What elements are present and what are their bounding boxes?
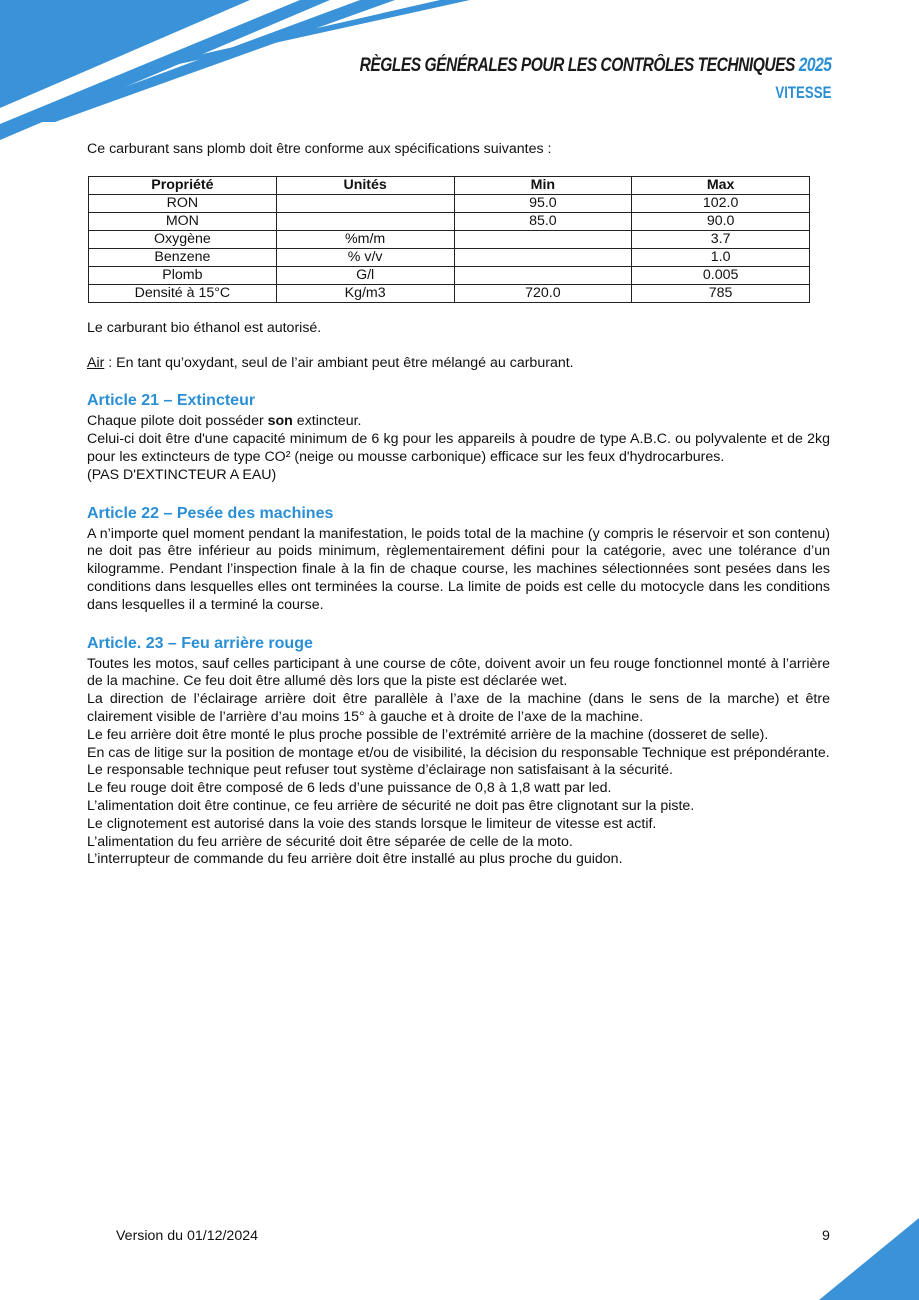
table-cell: 720.0 xyxy=(454,284,632,302)
page-number: 9 xyxy=(822,1228,830,1244)
article-23-line: Le clignotement est autorisé dans la voie des stands lorsque le limiteur de vitesse est actif. xyxy=(87,815,657,832)
page-header xyxy=(256,55,831,103)
table-row xyxy=(89,194,810,212)
article-21-line2: Celui-ci doit être d'une capacité minimum de 6 kg pour les appareils à poudre de type A.B.C. ou polyvalente et de 2kg pour les extincteurs de type CO² (neige ou mousse carbonique) efficace sur les feux d'hydrocarbures. xyxy=(87,431,830,465)
table-cell: 90.0 xyxy=(632,212,810,230)
article-23-line: L’alimentation doit être continue, ce feu arrière de sécurité ne doit pas être clignotant sur la piste. xyxy=(87,797,695,814)
article-21-line1 xyxy=(87,413,830,431)
header-title xyxy=(359,55,831,77)
table-cell: 85.0 xyxy=(454,212,632,230)
table-header-cell: Propriété xyxy=(89,176,277,194)
air-text: : En tant qu’oxydant, seul de l’air ambiant peut être mélangé au carburant. xyxy=(104,354,574,371)
header-title-text: RÈGLES GÉNÉRALES POUR LES CONTRÔLES TECHNIQUES xyxy=(359,55,795,76)
article-21-line1-bold: son xyxy=(267,413,293,430)
document-body xyxy=(87,141,830,869)
table-row xyxy=(89,248,810,266)
bioethanol-text: Le carburant bio éthanol est autorisé. xyxy=(87,319,322,336)
table-cell: Plomb xyxy=(89,266,277,284)
table-header-row xyxy=(89,176,810,194)
article-23-line: La direction de l’éclairage arrière doit être parallèle à l’axe de la machine (dans le sens de la marche) et être clairement visible de l’arrière d’au moins 15° à gauche et à droite de l’axe de la machine. xyxy=(87,691,830,725)
footer-corner-stripe xyxy=(819,1218,919,1300)
article-23-line: L’alimentation du feu arrière de sécurité doit être séparée de celle de la moto. xyxy=(87,833,573,850)
table-cell xyxy=(276,212,454,230)
table-cell: 785 xyxy=(632,284,810,302)
table-row xyxy=(89,230,810,248)
table-cell: Oxygène xyxy=(89,230,277,248)
article-21-title: Article 21 – Extincteur xyxy=(87,392,256,410)
table-cell: 102.0 xyxy=(632,194,810,212)
table-cell xyxy=(454,248,632,266)
article-21-line1-end: extincteur. xyxy=(292,413,362,430)
footer-version: Version du 01/12/2024 xyxy=(116,1228,258,1244)
table-cell: 0.005 xyxy=(632,266,810,284)
table-row xyxy=(89,284,810,302)
article-23-line: L’interrupteur de commande du feu arrière doit être installé au plus proche du guidon. xyxy=(87,851,623,868)
article-23-line: Toutes les motos, sauf celles participant à une course de côte, doivent avoir un feu rouge fonctionnel monté à l’arrière de la machine. Ce feu doit être allumé dès lors que la piste est déclarée wet. xyxy=(87,655,830,690)
article-21-line3: (PAS D'EXTINCTEUR A EAU) xyxy=(87,466,277,483)
table-cell: 3.7 xyxy=(632,230,810,248)
table-header-cell: Unités xyxy=(276,176,454,194)
table-cell: MON xyxy=(89,212,277,230)
table-cell: % v/v xyxy=(276,248,454,266)
table-cell: 95.0 xyxy=(454,194,632,212)
article-23-line: Le feu arrière doit être monté le plus proche possible de l’extrémité arrière de la machine (dosseret de selle). xyxy=(87,726,769,743)
header-year: 2025 xyxy=(798,55,831,76)
article-23-line: En cas de litige sur la position de montage et/ou de visibilité, la décision du responsable Technique est prépondérante. xyxy=(87,744,830,761)
article-21-line1-start: Chaque pilote doit posséder xyxy=(87,413,268,430)
table-header-cell: Max xyxy=(632,176,810,194)
air-paragraph xyxy=(87,355,830,373)
table-row xyxy=(89,212,810,230)
table-cell xyxy=(454,266,632,284)
article-23-title: Article. 23 – Feu arrière rouge xyxy=(87,634,313,652)
article-22-text: A n’importe quel moment pendant la manifestation, le poids total de la machine (y compris le réservoir et son contenu) ne doit pas être inférieur au poids minimum, règlementairement défini pour la catégorie, avec une tolérance d’un kilogramme. Pendant l’inspection finale à la fin de chaque course, les machines sélectionnées sont pesées dans les conditions dans lesquelles elles ont terminées la course. La limite de poids est celle du motocycle dans les conditions dans lesquelles il a terminé la course. xyxy=(87,525,830,613)
air-label: Air xyxy=(87,354,105,371)
table-cell: Kg/m3 xyxy=(276,284,454,302)
table-cell: G/l xyxy=(276,266,454,284)
table-cell xyxy=(454,230,632,248)
header-subtitle: VITESSE xyxy=(774,83,831,102)
article-22-title: Article 22 – Pesée des machines xyxy=(87,504,334,522)
fuel-spec-table xyxy=(88,176,810,303)
table-cell xyxy=(276,194,454,212)
table-cell: Benzene xyxy=(89,248,277,266)
article-23-line: Le responsable technique peut refuser tout système d’éclairage non satisfaisant à la sécurité. xyxy=(87,762,673,779)
intro-text: Ce carburant sans plomb doit être conforme aux spécifications suivantes : xyxy=(87,141,552,157)
table-cell: 1.0 xyxy=(632,248,810,266)
table-cell: Densité à 15°C xyxy=(89,284,277,302)
table-header-cell: Min xyxy=(454,176,632,194)
table-row xyxy=(89,266,810,284)
table-cell: RON xyxy=(89,194,277,212)
table-cell: %m/m xyxy=(276,230,454,248)
article-23-line: Le feu rouge doit être composé de 6 leds d’une puissance de 0,8 à 1,8 watt par led. xyxy=(87,780,612,797)
